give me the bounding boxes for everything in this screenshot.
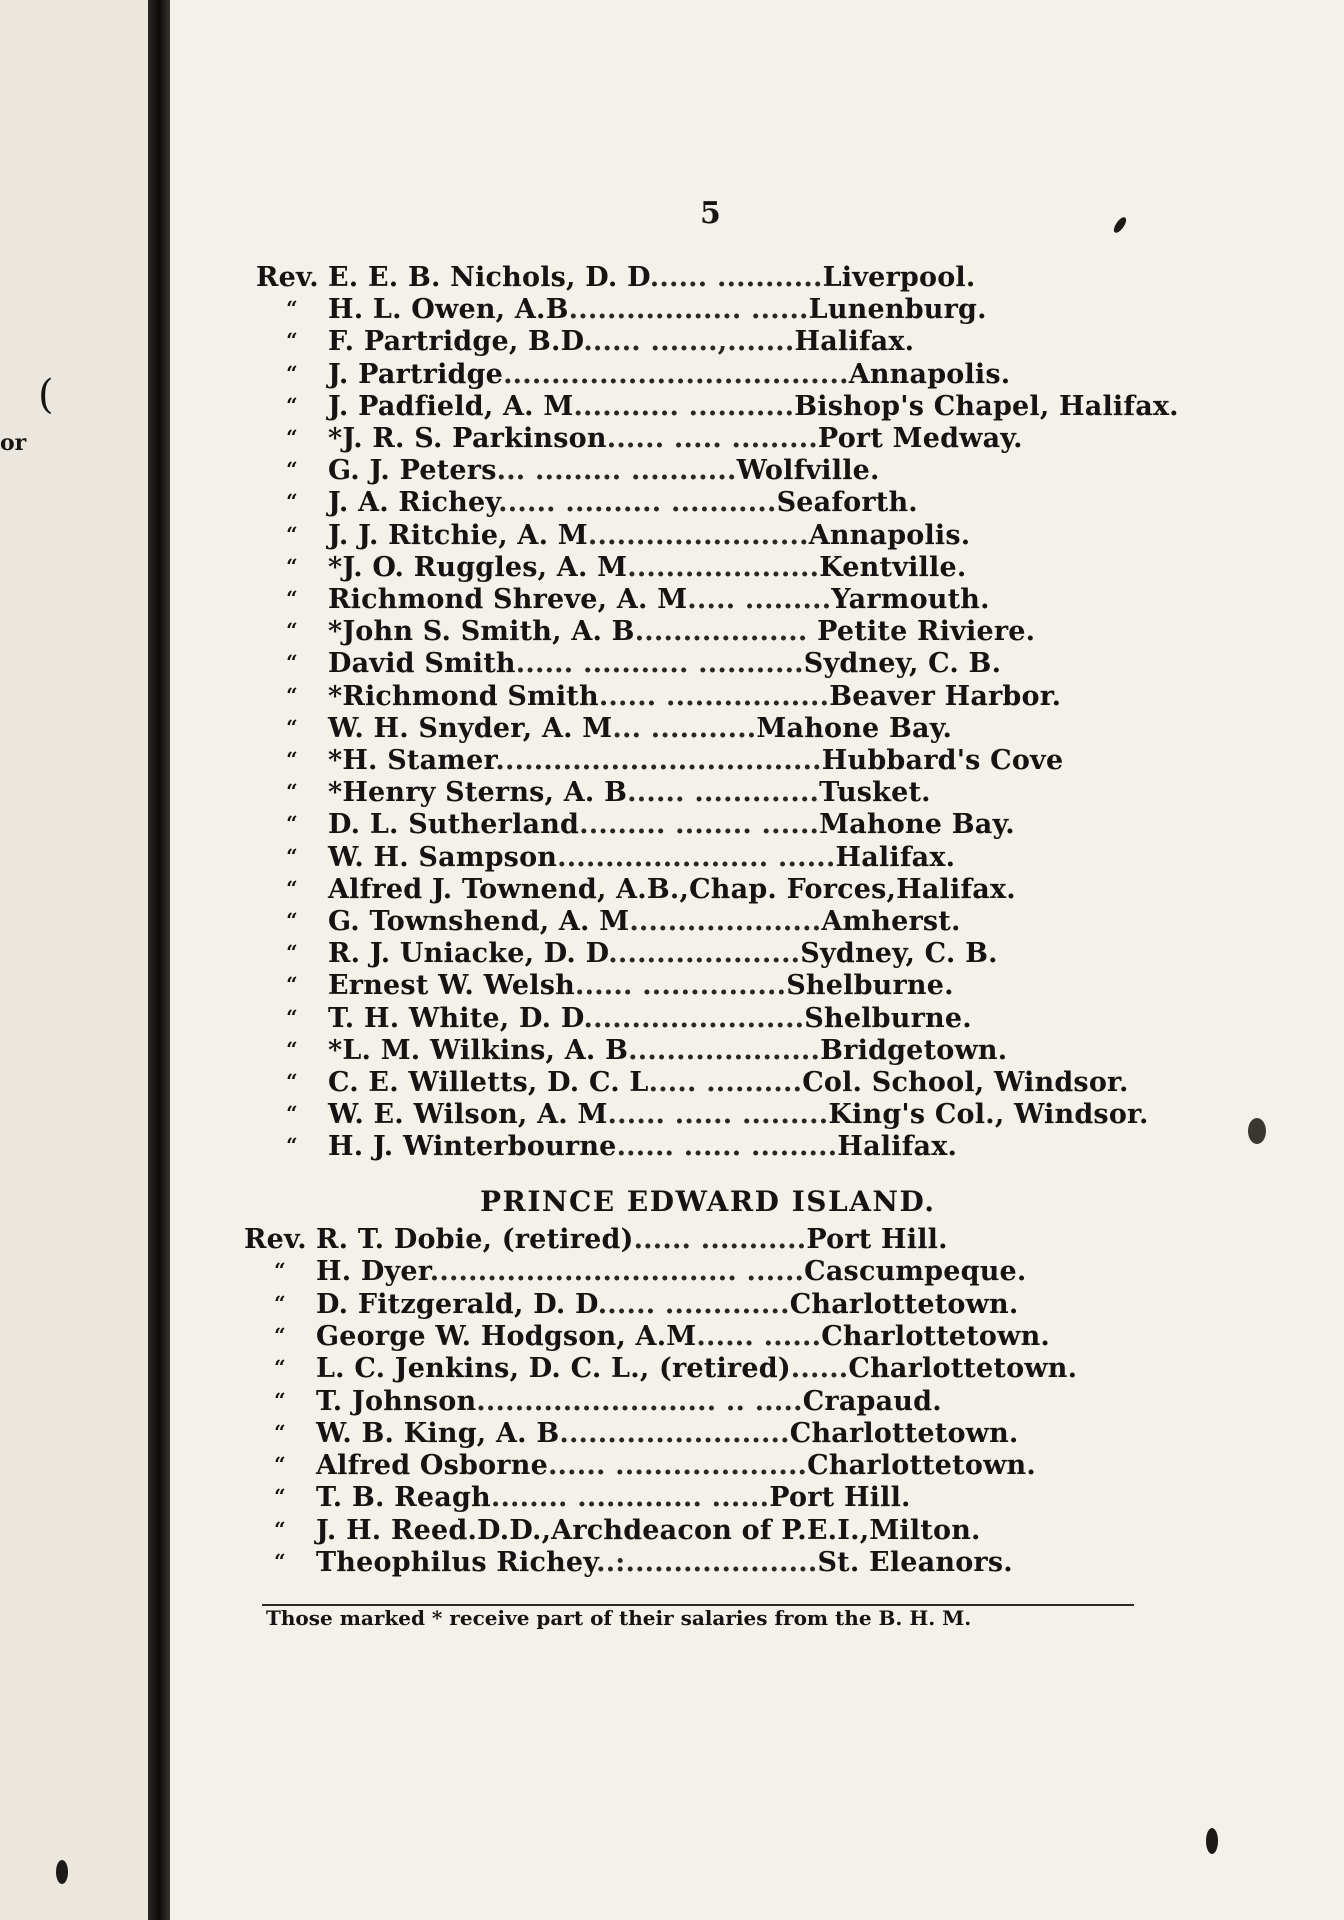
- clergy-name: *Henry Sterns, A. B: [328, 777, 628, 809]
- ditto-mark: “: [286, 553, 298, 578]
- ditto-mark: “: [274, 1419, 286, 1444]
- clergy-entry: [256, 616, 1035, 647]
- ink-blot: [1248, 1118, 1266, 1144]
- ditto-mark: “: [286, 779, 298, 804]
- dot-leader: ......... ........ ......: [579, 809, 820, 841]
- ditto-mark: “: [286, 650, 298, 675]
- clergy-entry: [244, 1418, 1019, 1449]
- parish-place: Port Medway.: [817, 423, 1023, 454]
- ditto-mark: “: [286, 489, 298, 514]
- parish-place: Hubbard's Cove: [821, 745, 1064, 776]
- facing-page-margin: [0, 0, 148, 1920]
- clergy-entry: [256, 1131, 957, 1162]
- clergy-name: Alfred Osborne: [316, 1450, 548, 1482]
- dot-leader: .......................: [587, 519, 809, 551]
- ditto-mark: “: [286, 1069, 298, 1093]
- clergy-name: *John S. Smith, A. B: [328, 616, 635, 648]
- clergy-entry: [244, 1386, 942, 1417]
- clergy-name: *J. O. Ruggles, A. M: [328, 551, 628, 583]
- clergy-entry: [256, 777, 931, 808]
- rev-prefix: Rev.: [256, 262, 319, 293]
- clergy-name: J. J. Ritchie, A. M: [328, 519, 588, 551]
- clergy-entry: [256, 520, 970, 551]
- ditto-mark: “: [286, 360, 298, 385]
- clergy-name: George W. Hodgson, A.M: [316, 1320, 697, 1352]
- ditto-mark: “: [286, 296, 298, 321]
- parish-place: Charlottetown.: [821, 1320, 1050, 1352]
- clergy-entry: [244, 1224, 948, 1255]
- parish-place: Mahone Bay.: [756, 712, 953, 744]
- parish-place: Port Hill.: [769, 1482, 911, 1514]
- dot-leader: ....................: [608, 938, 801, 970]
- dot-leader: ...... .......... ...........: [498, 487, 777, 519]
- parish-place: King's Col., Windsor.: [828, 1099, 1149, 1131]
- clergy-name: Alfred J. Townend, A.B.,Chap. Forces,: [328, 873, 897, 905]
- clergy-entry: [256, 552, 966, 583]
- clergy-name: W. H. Sampson: [328, 841, 558, 873]
- parish-place: Yarmouth.: [831, 584, 990, 615]
- dot-leader: ................................ ......: [429, 1256, 805, 1288]
- clergy-name: Theophilus Richey: [316, 1547, 597, 1578]
- clergy-name: E. E. B. Nichols, D. D: [328, 262, 650, 293]
- dot-leader: ...... .................: [598, 680, 830, 712]
- parish-place: Amherst.: [821, 906, 961, 937]
- parish-place: Charlottetown.: [848, 1353, 1078, 1385]
- parish-place: Petite Riviere.: [817, 616, 1036, 648]
- clergy-name: D. L. Sutherland: [328, 809, 580, 841]
- parish-place: Milton.: [869, 1514, 981, 1546]
- clergy-entry: [256, 584, 990, 615]
- clergy-name: C. E. Willetts, D. C. L: [328, 1067, 649, 1098]
- dot-leader: ....................: [627, 551, 820, 583]
- rev-prefix: Rev.: [244, 1224, 307, 1255]
- clergy-entry: [256, 487, 918, 518]
- clergy-name: J. H. Reed.D.D.,Archdeacon of P.E.I.,: [316, 1514, 870, 1546]
- clergy-entry: [256, 391, 1179, 422]
- clergy-entry: [256, 455, 880, 486]
- clergy-entry: [244, 1353, 1077, 1384]
- ditto-mark: “: [274, 1290, 286, 1315]
- ditto-mark: “: [286, 425, 298, 449]
- parish-place: Sydney, C. B.: [800, 938, 998, 970]
- clergy-entry: [256, 713, 952, 744]
- facing-page-fragment: or: [0, 430, 27, 456]
- dot-leader: ...................... ......: [557, 841, 836, 873]
- dot-leader: ........................: [559, 1417, 790, 1449]
- parish-place: Wolfville.: [736, 455, 880, 487]
- parish-place: Liverpool.: [822, 262, 976, 293]
- ditto-mark: “: [286, 457, 298, 482]
- clergy-entry: [244, 1515, 981, 1546]
- parish-place: Crapaud.: [802, 1385, 942, 1417]
- parish-place: Sydney, C. B.: [803, 648, 1002, 680]
- parish-place: Beaver Harbor.: [829, 680, 1062, 712]
- dot-leader: ... ...........: [612, 712, 757, 744]
- clergy-entry: [256, 326, 914, 357]
- ditto-mark: “: [286, 682, 298, 707]
- clergy-name: W. B. King, A. B: [316, 1417, 560, 1449]
- dot-leader: ..................................: [495, 745, 822, 776]
- parish-place: Charlottetown.: [807, 1450, 1036, 1482]
- dot-leader: ...... .............: [627, 777, 820, 809]
- ditto-mark: “: [286, 1101, 298, 1126]
- dot-leader: ...... ...........: [633, 1224, 807, 1255]
- clergy-name: G. Townshend, A. M: [328, 906, 630, 937]
- ditto-mark: “: [274, 1516, 286, 1541]
- clergy-entry: [244, 1256, 1027, 1287]
- dot-leader: ...... ..... .........: [606, 423, 818, 454]
- dot-leader: ...... ...... .........: [616, 1131, 838, 1163]
- margin-paren-mark: (: [38, 372, 54, 418]
- clergy-name: *J. R. S. Parkinson: [328, 423, 607, 454]
- ditto-mark: “: [286, 392, 298, 417]
- ditto-mark: “: [286, 328, 298, 353]
- dot-leader: ....................: [628, 1034, 821, 1066]
- dot-leader: ......: [790, 1353, 849, 1385]
- parish-place: Mahone Bay.: [819, 809, 1015, 841]
- parish-place: Shelburne.: [786, 970, 954, 1002]
- parish-place: Halifax.: [837, 1131, 958, 1163]
- clergy-entry: [244, 1450, 1036, 1481]
- ditto-mark: “: [274, 1549, 286, 1573]
- clergy-name: R. T. Dobie, (retired): [316, 1224, 634, 1255]
- ditto-mark: “: [274, 1258, 286, 1283]
- dot-leader: ...... .............: [597, 1288, 790, 1320]
- ditto-mark: “: [286, 908, 298, 932]
- ditto-mark: “: [274, 1452, 286, 1477]
- dot-leader: .......................: [583, 1002, 805, 1034]
- ink-blot: [1206, 1828, 1218, 1854]
- parish-place: Lunenburg.: [808, 294, 987, 326]
- ditto-mark: “: [286, 1133, 298, 1158]
- clergy-entry: [256, 1035, 1007, 1066]
- dot-leader: ....................................: [503, 358, 849, 390]
- dot-leader: ........ ............. ......: [490, 1482, 770, 1514]
- ditto-mark: “: [286, 972, 298, 997]
- dot-leader: ...... ......: [696, 1320, 822, 1352]
- dot-leader: ......................... .. .....: [476, 1385, 803, 1417]
- parish-place: St. Eleanors.: [817, 1547, 1013, 1578]
- parish-place: Cascumpeque.: [804, 1256, 1027, 1288]
- dot-leader: ..... .........: [687, 584, 832, 615]
- clergy-name: G. J. Peters: [328, 455, 497, 487]
- clergy-name: J. Partridge: [328, 358, 504, 390]
- clergy-name: T. B. Reagh: [316, 1482, 491, 1514]
- dot-leader: ....................: [629, 906, 822, 937]
- dot-leader: ...... .......,.......: [583, 326, 795, 358]
- clergy-entry: [244, 1482, 911, 1513]
- dot-leader: ...... ...........: [649, 262, 823, 293]
- ditto-mark: “: [286, 1036, 298, 1061]
- clergy-entry: [244, 1289, 1018, 1320]
- parish-place: Kentville.: [819, 551, 967, 583]
- parish-place: Shelburne.: [804, 1002, 972, 1034]
- ditto-mark: “: [286, 747, 298, 771]
- section-heading-pei: PRINCE EDWARD ISLAND.: [480, 1185, 936, 1218]
- book-spine: [148, 0, 170, 1920]
- clergy-entry: [256, 874, 1016, 905]
- clergy-entry: [256, 842, 955, 873]
- clergy-name: *Richmond Smith: [328, 680, 599, 712]
- ditto-mark: “: [286, 843, 298, 868]
- parish-place: Bridgetown.: [820, 1034, 1008, 1066]
- clergy-entry: [244, 1321, 1050, 1352]
- dot-leader: ..................: [634, 616, 818, 648]
- dot-leader: ...... ...... .........: [607, 1099, 829, 1131]
- dot-leader: ...... ...............: [575, 970, 787, 1002]
- ditto-mark: “: [286, 811, 298, 836]
- clergy-entry: [256, 423, 1023, 454]
- ditto-mark: “: [286, 618, 298, 643]
- clergy-entry: [256, 809, 1015, 840]
- ditto-mark: “: [286, 714, 298, 739]
- ditto-mark: “: [274, 1322, 286, 1347]
- clergy-name: J. Padfield, A. M: [328, 390, 574, 422]
- clergy-entry: [256, 294, 987, 325]
- parish-place: Charlottetown.: [789, 1288, 1019, 1320]
- parish-place: Halifax.: [896, 873, 1016, 905]
- clergy-name: H. J. Winterbourne: [328, 1131, 617, 1163]
- clergy-name: T. H. White, D. D: [328, 1002, 584, 1034]
- parish-place: Bishop's Chapel, Halifax.: [794, 390, 1179, 422]
- clergy-name: Richmond Shreve, A. M: [328, 584, 688, 615]
- clergy-name: *H. Stamer: [328, 745, 496, 776]
- page-number: 5: [700, 196, 721, 231]
- clergy-entry: [256, 1099, 1149, 1130]
- dot-leader: ........... ...........: [573, 390, 795, 422]
- dot-leader: ..:....................: [596, 1547, 818, 1578]
- clergy-name: W. H. Snyder, A. M: [328, 712, 613, 744]
- clergy-name: D. Fitzgerald, D. D: [316, 1288, 598, 1320]
- ditto-mark: “: [274, 1387, 286, 1412]
- parish-place: Seaforth.: [776, 487, 918, 519]
- clergy-name: H. L. Owen, A.B: [328, 294, 569, 326]
- clergy-name: David Smith: [328, 648, 516, 680]
- clergy-name: H. Dyer: [316, 1256, 430, 1288]
- ink-blot: [56, 1860, 68, 1884]
- dot-leader: ..... ..........: [648, 1067, 803, 1098]
- ditto-mark: “: [274, 1355, 286, 1380]
- parish-place: Halifax.: [835, 841, 956, 873]
- clergy-entry: [256, 1003, 972, 1034]
- clergy-entry: [256, 359, 1010, 390]
- parish-place: Tusket.: [819, 777, 931, 809]
- clergy-entry: [256, 745, 1063, 776]
- parish-place: Annapolis.: [808, 519, 971, 551]
- clergy-entry: [256, 262, 975, 293]
- ditto-mark: “: [286, 1004, 298, 1029]
- ditto-mark: “: [286, 521, 298, 546]
- parish-place: Halifax.: [794, 326, 915, 358]
- clergy-entry: [256, 648, 1001, 679]
- parish-place: Annapolis.: [848, 358, 1011, 390]
- dot-leader: ... ......... ...........: [496, 455, 737, 487]
- dot-leader: .................. ......: [568, 294, 809, 326]
- clergy-name: T. Johnson: [316, 1385, 477, 1417]
- dot-leader: ...... ........... ...........: [515, 648, 804, 680]
- clergy-entry: [256, 938, 998, 969]
- clergy-name: J. A. Richey: [328, 487, 499, 519]
- clergy-entry: [244, 1547, 1013, 1578]
- clergy-name: F. Partridge, B.D: [328, 326, 584, 358]
- ditto-mark: “: [286, 875, 298, 900]
- clergy-entry: [256, 906, 961, 937]
- ditto-mark: “: [286, 586, 298, 610]
- dot-leader: ...... ....................: [547, 1450, 808, 1482]
- clergy-entry: [256, 1067, 1129, 1098]
- ink-blot: [1112, 215, 1129, 234]
- clergy-name: L. C. Jenkins, D. C. L., (retired): [316, 1353, 791, 1385]
- clergy-name: W. E. Wilson, A. M: [328, 1099, 608, 1131]
- clergy-entry: [256, 681, 1061, 712]
- parish-place: Col. School, Windsor.: [802, 1067, 1129, 1098]
- footnote: Those marked * receive part of their salaries from the B. H. M.: [266, 1606, 972, 1630]
- clergy-name: Ernest W. Welsh: [328, 970, 575, 1002]
- ditto-mark: “: [274, 1484, 286, 1509]
- clergy-entry: [256, 970, 954, 1001]
- parish-place: Port Hill.: [806, 1224, 948, 1255]
- parish-place: Charlottetown.: [789, 1417, 1019, 1449]
- ditto-mark: “: [286, 940, 298, 965]
- clergy-name: R. J. Uniacke, D. D: [328, 938, 609, 970]
- clergy-name: *L. M. Wilkins, A. B: [328, 1034, 629, 1066]
